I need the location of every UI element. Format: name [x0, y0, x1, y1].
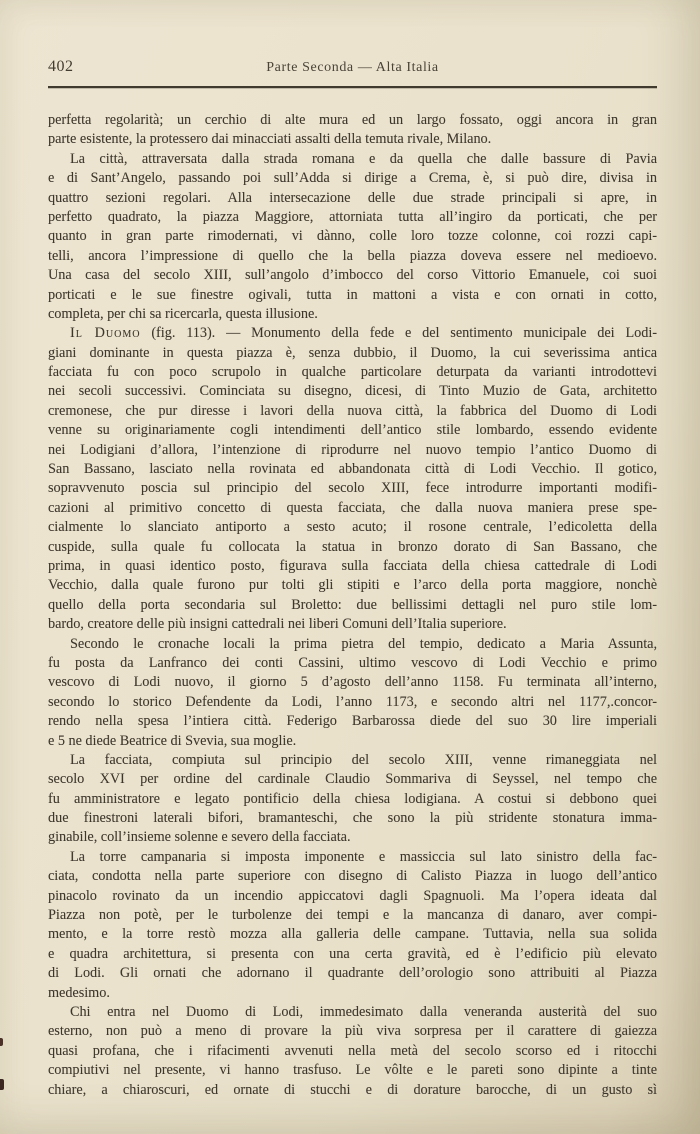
text-line: esterno, non può a meno di provare la più viva sorpresa per il carattere di gaiezza — [48, 1023, 657, 1040]
text-line: fu amministratore e legato pontificio della chiesa lodigiana. A costui si debbono quei — [48, 790, 657, 807]
text-line: La facciata, compiuta sul principio del secolo XIII, venne rimaneggiata nel — [70, 751, 657, 768]
text-line: nei Lodigiani d’allora, l’intenzione di riprodurre nel nuovo tempio l’antico Duomo di — [48, 441, 657, 458]
text-line: Una casa del secolo XIII, sull’angolo d’imbocco del corso Vittorio Emanuele, coi suoi — [48, 267, 657, 284]
header-rule — [48, 86, 657, 88]
text-line: completa, per chi sa ricercarla, questa illusione. — [48, 305, 318, 322]
text-line: ciata, condotta nella parte superiore con disegno di Calisto Piazza in luogo dell’antico — [48, 868, 657, 885]
text-line: e quadra architettura, si presenta con una certa gravità, ed è l’edificio più elevato — [48, 945, 657, 962]
text-line: rendo nella spesa l’intiera città. Federigo Barbarossa diede del suo 30 lire imperiali — [48, 713, 657, 730]
page-header — [48, 58, 657, 80]
text-line: Il Duomo (fig. 113). — Monumento della fede e del sentimento municipale dei Lodi- — [70, 325, 657, 342]
text-line: di Lodi. Gli ornati che adornano il quadrante dell’orologio sono attribuiti al Piazza — [48, 965, 657, 982]
running-title: Parte Seconda — Alta Italia — [266, 60, 439, 75]
text-line: Vecchio, dalla quale furono pur tolti gli stipiti e l’arco della porta maggiore, nonchè — [48, 577, 657, 594]
scan-artifact — [0, 1038, 3, 1046]
text-line: telli, ancora l’impressione di quello che la bella piazza doveva essere nel medioevo. — [48, 247, 657, 264]
text-line: cuspide, sulla quale fu collocata la statua in bronzo dorato di San Bassano, che — [48, 538, 657, 555]
text-line: quattro sezioni regolari. Alla intersecazione delle due strade principali si apre, in — [48, 189, 657, 206]
text-line: sopravvenuto poscia sul principio del secolo XIII, fece introdurre importanti modifi- — [48, 480, 657, 497]
text-block — [48, 111, 657, 1100]
text-line: perfetta regolarità; un cerchio di alte mura ed un largo fossato, oggi ancora in gran — [48, 112, 657, 128]
text-line: parte esistente, la protessero dai minacciati assalti della temuta rivale, Milano. — [48, 131, 492, 148]
text-line: perfetto quadrato, la piazza Maggiore, attorniata tutta all’ingiro da porticati, che per — [48, 208, 657, 225]
text-line: cazioni al primitivo concetto di questa facciata, che dalla nuova maniera prese spe- — [48, 499, 657, 516]
text-line: compiutivi nel presente, vi hanno trasfuso. Le vôlte e le pareti sono dipinte a tinte — [48, 1062, 657, 1079]
text-line: chiare, a chiaroscuri, ed ornate di stucchi e di dorature barocche, di un gusto sì — [48, 1081, 657, 1098]
scan-artifact — [0, 1079, 4, 1090]
text-line: Piazza non potè, per le turbolenze dei tempi e la mancanza di danaro, aver compi- — [48, 907, 657, 924]
text-line: pinacolo rovinato da un incendio appiccatovi dagli Spagnuoli. Ma l’opera ideata dal — [48, 887, 657, 904]
text-line: prima, in quasi identico posto, figurava sulla facciata della chiesa cattedrale di Lodi — [48, 557, 657, 574]
text-line: cialmente lo slanciato antiporto a sesto acuto; il rosone centrale, l’edicoletta della — [48, 519, 657, 536]
page-number: 402 — [48, 58, 74, 75]
text-line: medesimo. — [48, 984, 110, 1001]
text-line: facciata fu con poco scrupolo in qualche particolare deturpata da varianti introdottevi — [48, 364, 657, 381]
text-line: vescovo di Lodi nuovo, il giorno 5 d’agosto dell’anno 1158. Fu terminata all’interno, — [48, 674, 657, 691]
smallcaps-heading: Il Duomo — [70, 325, 141, 342]
text-line: porticati e le sue finestre ogivali, tutta in mattoni a vista e con ornati in cotto, — [48, 286, 657, 303]
text-line: San Bassano, lasciato nella rovinata ed abbandonata città di Lodi Vecchio. Il gotico, — [48, 461, 657, 478]
text-line: giani dominante in questa piazza è, senza dubbio, il Duomo, la cui severissima antica — [48, 344, 657, 361]
text-line: bardo, creatore delle più insigni cattedrali nei liberi Comuni dell’Italia superiore. — [48, 616, 507, 633]
text-line: e di Sant’Angelo, passando poi sull’Adda si dirige a Crema, è, si può dire, divisa in — [48, 170, 657, 187]
text-line: Chi entra nel Duomo di Lodi, immedesimato dalla veneranda austerità del suo — [70, 1003, 657, 1020]
text-line: cremonese, che pur diresse i lavori della nuova città, la fabbrica del Duomo di Lodi — [48, 402, 657, 419]
text-line: secolo XVI per ordine del cardinale Claudio Sommariva di Seyssel, nel tempo che — [48, 771, 657, 788]
text-line: La torre campanaria si imposta imponente e massiccia sul lato sinistro della fac- — [70, 848, 657, 865]
text-line: e 5 ne diede Beatrice di Svevia, sua moglie. — [48, 732, 297, 749]
text-line: venne su originariamente cogli intendimenti dell’antico stile lombardo, essendo evidente — [48, 422, 657, 439]
text-line: secondo lo storico Defendente da Lodi, l’anno 1173, e secondo altri nel 1177,.concor- — [48, 693, 657, 710]
text-line: ginabile, coll’insieme solenne e severo della facciata. — [48, 829, 351, 846]
text-line: nei secoli successivi. Cominciata su disegno, dicesi, di Tinto Muzio de Gata, architetto — [48, 383, 657, 400]
text-line: mento, e la torre restò mozza alla galleria delle campane. Tuttavia, nella sua solida — [48, 926, 657, 943]
text-line: quasi profana, che i rifacimenti avvenuti nella metà del secolo scorso ed i ritocchi — [48, 1042, 657, 1059]
text-line: La città, attraversata dalla strada romana e da quella che dalle bassure di Pavia — [70, 150, 657, 167]
text-line: due finestroni laterali bifori, bramanteschi, che sono la più stridente stonatura imma- — [48, 810, 657, 827]
text-line: quello della porta secondaria sul Broletto: due bellissimi dettagli nel puro stile lom- — [48, 596, 657, 613]
text-line: fu posta da Lanfranco dei conti Cassini, ultimo vescovo di Lodi Vecchio e primo — [48, 654, 657, 671]
text-line: Secondo le cronache locali la prima pietra del tempio, dedicato a Maria Assunta, — [70, 635, 657, 652]
text-line: quanto in gran parte rimodernati, vi dànno, colle loro tozze colonne, coi rozzi capi- — [48, 228, 657, 245]
